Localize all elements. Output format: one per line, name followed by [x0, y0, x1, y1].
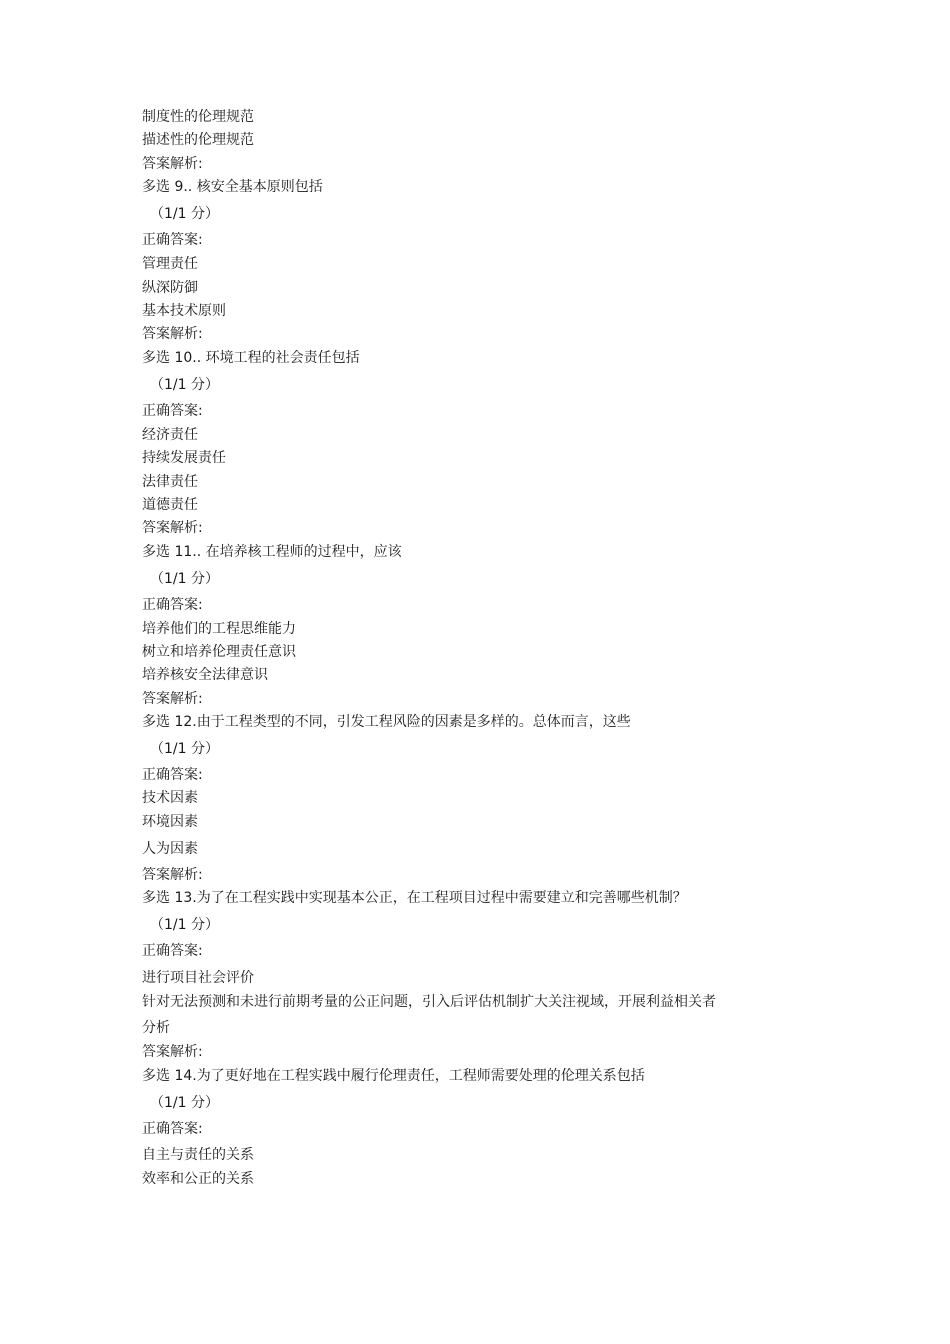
- text-line: 答案解析:: [142, 1044, 203, 1060]
- text-line: 树立和培养伦理责任意识: [142, 644, 296, 660]
- text-line: 制度性的伦理规范: [142, 109, 254, 125]
- text-line: 正确答案:: [142, 767, 203, 783]
- text-line: 针对无法预测和未进行前期考量的公正问题，引入后评估机制扩大关注视域，开展利益相关者: [142, 994, 716, 1010]
- text-line: 进行项目社会评价: [142, 970, 254, 986]
- text-line: 人为因素: [142, 841, 198, 857]
- score-line: （1/1 分）: [150, 741, 219, 757]
- text-line: 经济责任: [142, 427, 198, 443]
- text-line: 培养核安全法律意识: [142, 667, 268, 683]
- text-line: 正确答案:: [142, 943, 203, 959]
- text-line: 分析: [142, 1020, 170, 1036]
- text-line: 多选 14.为了更好地在工程实践中履行伦理责任，工程师需要处理的伦理关系包括: [142, 1068, 645, 1084]
- text-line: 效率和公正的关系: [142, 1171, 254, 1187]
- text-line: 答案解析:: [142, 156, 203, 172]
- text-line: 答案解析:: [142, 691, 203, 707]
- text-line: 基本技术原则: [142, 303, 226, 319]
- score-line: （1/1 分）: [150, 1095, 219, 1111]
- text-line: 正确答案:: [142, 232, 203, 248]
- score-line: （1/1 分）: [150, 206, 219, 222]
- text-line: 答案解析:: [142, 326, 203, 342]
- text-line: 答案解析:: [142, 867, 203, 883]
- score-line: （1/1 分）: [150, 571, 219, 587]
- text-line: 答案解析:: [142, 520, 203, 536]
- text-line: 多选 12.由于工程类型的不同，引发工程风险的因素是多样的。总体而言，这些: [142, 714, 631, 730]
- text-line: 环境因素: [142, 814, 198, 830]
- text-line: 技术因素: [142, 790, 198, 806]
- text-line: 管理责任: [142, 256, 198, 272]
- text-line: 多选 10.. 环境工程的社会责任包括: [142, 350, 360, 366]
- text-line: 持续发展责任: [142, 450, 226, 466]
- text-line: 多选 11.. 在培养核工程师的过程中，应该: [142, 544, 402, 560]
- text-line: 正确答案:: [142, 597, 203, 613]
- text-line: 法律责任: [142, 474, 198, 490]
- text-line: 正确答案:: [142, 403, 203, 419]
- text-line: 道德责任: [142, 497, 198, 513]
- text-line: 多选 9.. 核安全基本原则包括: [142, 179, 323, 195]
- text-line: 纵深防御: [142, 280, 198, 296]
- score-line: （1/1 分）: [150, 917, 219, 933]
- text-line: 多选 13.为了在工程实践中实现基本公正，在工程项目过程中需要建立和完善哪些机制？: [142, 890, 687, 906]
- text-line: 培养他们的工程思维能力: [142, 621, 296, 637]
- text-line: 描述性的伦理规范: [142, 132, 254, 148]
- text-line: 自主与责任的关系: [142, 1147, 254, 1163]
- text-line: 正确答案:: [142, 1121, 203, 1137]
- score-line: （1/1 分）: [150, 377, 219, 393]
